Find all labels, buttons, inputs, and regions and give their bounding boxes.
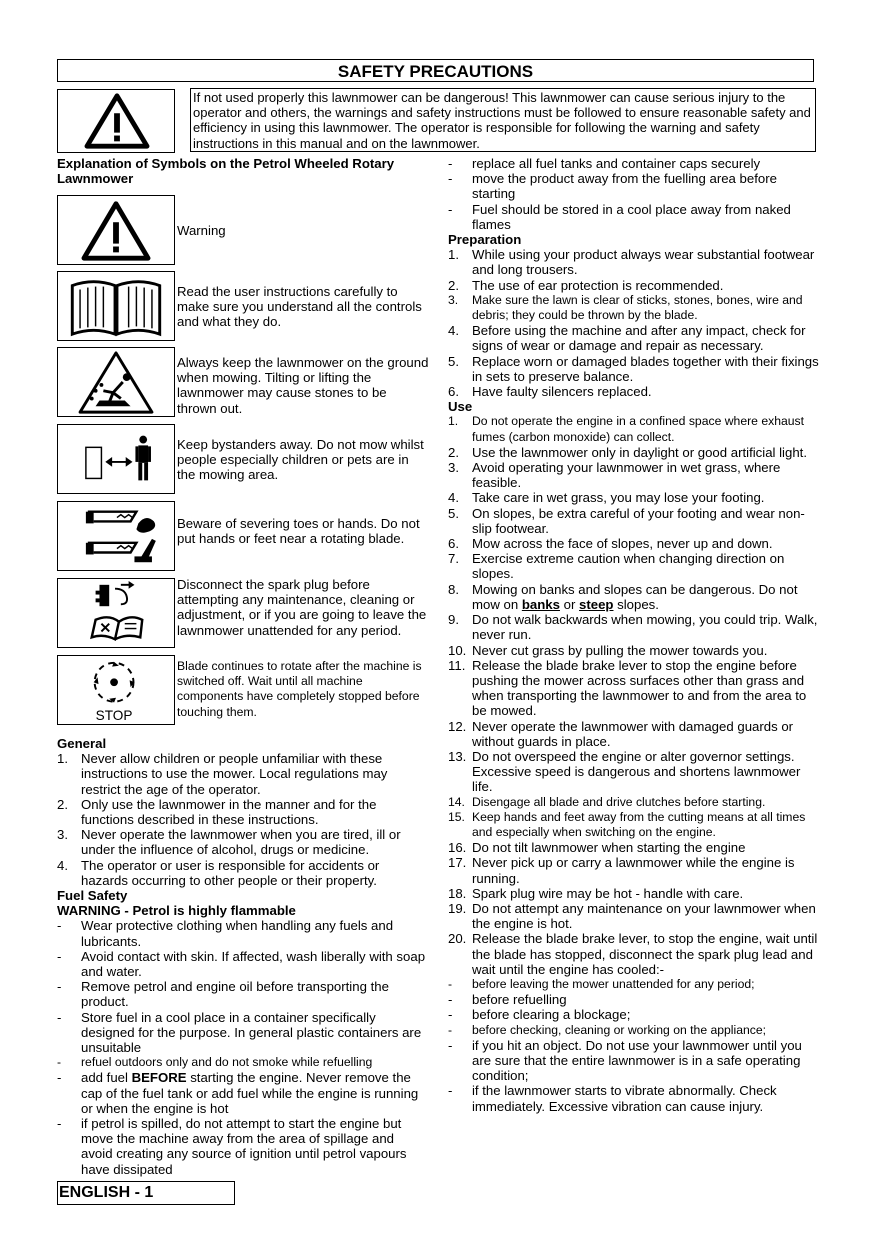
list-item: - Fuel should be stored in a cool place away from naked flames [448, 201, 791, 232]
thrown-stones-icon [57, 347, 175, 417]
list-item: 1. Never allow children or people unfamiliar with these instructions to use the mower. Local regulations may restrict the age of the operator. [57, 751, 388, 797]
list-item: 1. While using your product always wear substantial footwear and long trousers. [448, 247, 815, 278]
list-item: 6. Have faulty silencers replaced. [448, 384, 652, 400]
list-item: - Avoid contact with skin. If affected, wash liberally with soap and water. [57, 948, 426, 980]
symbol-text-read-instructions: Read the user instructions carefully to make sure you understand all the controls and what they do. [177, 284, 422, 330]
list-item: 3. Avoid operating your lawnmower in wet grass, where feasible. [448, 460, 781, 491]
right-column [448, 156, 820, 1114]
list-item: 13. Do not overspeed the engine or alter governor settings. Excessive speed is dangerous and shortens lawnmower life. [448, 748, 801, 795]
list-item: 12. Never operate the lawnmower with damaged guards or without guards in place. [448, 718, 794, 749]
symbol-text-thrown-stones: Always keep the lawnmower on the ground when mowing. Tilting or lifting the lawnmower may cause stones to be thrown out. [177, 355, 429, 416]
list-item: 2. Use the lawnmower only in daylight or good artificial light. [448, 444, 807, 460]
list-item: - Remove petrol and engine oil before transporting the product. [57, 979, 389, 1010]
warning-triangle-icon [57, 195, 175, 265]
list-item: - before checking, cleaning or working on the appliance; [448, 1022, 767, 1037]
list-item: - Wear protective clothing when handling any fuels and lubricants. [57, 918, 394, 949]
list-item: 14. Disengage all blade and drive clutches before starting. [448, 794, 766, 809]
list-item: - before refuelling [448, 992, 567, 1008]
page-title: SAFETY PRECAUTIONS [57, 59, 814, 82]
list-item: - replace all fuel tanks and container caps securely [448, 156, 761, 171]
page-footer: ENGLISH - 1 [57, 1181, 235, 1205]
list-item: - Store fuel in a cool place in a container specifically designed for the purpose. In general plastic containers are unsuitable [57, 1009, 422, 1056]
preparation-heading: Preparation [448, 232, 522, 248]
list-item: 19. Do not attempt any maintenance on your lawnmower when the engine is hot. [448, 900, 816, 932]
list-item: - if the lawnmower starts to vibrate abnormally. Check immediately. Excessive vibration can cause injury. [448, 1083, 777, 1114]
list-item: 4. Take care in wet grass, you may lose your footing. [448, 490, 765, 506]
list-item: - add fuel BEFORE starting the engine. Never remove the cap of the fuel tank or add fuel while the engine is running or when the engine is hot [57, 1070, 419, 1116]
list-item: - before clearing a blockage; [448, 1007, 631, 1023]
bystander-distance-icon [57, 424, 175, 494]
symbols-heading: Explanation of Symbols on the Petrol Wheeled Rotary Lawnmower [57, 156, 395, 187]
general-heading: General [57, 736, 107, 751]
blade-stop-icon [57, 655, 175, 725]
list-item: 9. Do not walk backwards when mowing, you could trip. Walk, never run. [448, 612, 818, 643]
list-item: 17. Never pick up or carry a lawnmower while the engine is running. [448, 855, 795, 886]
list-item: 2. Only use the lawnmower in the manner and for the functions described in these instructions. [57, 796, 377, 828]
list-item: 10. Never cut grass by pulling the mower towards you. [448, 642, 768, 658]
left-column [57, 736, 427, 1177]
list-item: 1. Do not operate the engine in a confined space where exhaust fumes (carbon monoxide) can collect. [448, 414, 805, 444]
list-item: 4. Before using the machine and after any impact, check for signs of wear or damage and repair as necessary. [448, 323, 806, 354]
list-item: 5. On slopes, be extra careful of your footing and wear non-slip footwear. [448, 505, 805, 536]
list-item: 6. Mow across the face of slopes, never up and down. [448, 536, 773, 552]
fuel-warning: WARNING - Petrol is highly flammable [57, 903, 296, 919]
severing-hands-feet-icon [57, 501, 175, 571]
list-item: 20. Release the blade brake lever, to stop the engine, wait until the blade has stopped, disconnect the spark plug lead and wait until the engine has cooled:- [448, 931, 818, 977]
symbol-text-bystanders: Keep bystanders away. Do not mow whilst people especially children or pets are in the mowing area. [177, 437, 424, 483]
symbol-text-severing: Beware of severing toes or hands. Do not put hands or feet near a rotating blade. [177, 516, 420, 547]
list-item: 3. Never operate the lawnmower when you are tired, ill or under the influence of alcohol, drugs or medicine. [57, 827, 401, 858]
intro-warning-triangle-icon [57, 89, 175, 153]
list-item: 15. Keep hands and feet away from the cutting means at all times and especially when switching on the engine. [448, 809, 806, 839]
list-item: 5. Replace worn or damaged blades together with their fixings in sets to preserve balance. [448, 353, 819, 384]
list-item: - move the product away from the fuelling area before starting [448, 171, 777, 202]
list-item: 3. Make sure the lawn is clear of sticks, stones, bones, wire and debris; they could be thrown by the blade. [448, 292, 803, 323]
list-item: 4. The operator or user is responsible for accidents or hazards occurring to other people or their property. [57, 857, 380, 888]
list-item: - if petrol is spilled, do not attempt to start the engine but move the machine away from the area of spillage and avoid creating any source of ignition until petrol vapours have dissipated [57, 1116, 407, 1177]
list-item: - refuel outdoors only and do not smoke while refuelling [57, 1055, 373, 1070]
intro-paragraph: If not used properly this lawnmower can be dangerous! This lawnmower can cause serious injury to the operator and others, the warnings and safety instructions must be followed to ensure reasonable safety and efficiency in using this lawnmower. The operator is responsible for following the warning and safety instructions in this manual and on the lawnmower. [190, 88, 816, 152]
list-item: 16. Do not tilt lawnmower when starting the engine [448, 840, 746, 856]
list-item: 8. Mowing on banks and slopes can be dangerous. Do not mow on banks or steep slopes. [448, 581, 798, 612]
list-item: 2. The use of ear protection is recommended. [448, 277, 724, 293]
list-item: - if you hit an object. Do not use your lawnmower until you are sure that the entire lawnmower is in a safe operating condition; [448, 1037, 802, 1084]
symbol-text-spark-plug: Disconnect the spark plug before attempting any maintenance, cleaning or adjustment, or if you are going to leave the lawnmower unattended for any period. [177, 577, 427, 638]
symbol-text-blade-stop: Blade continues to rotate after the machine is switched off. Wait until all machine components have completely stopped before touching them. [177, 659, 422, 719]
list-item: 7. Exercise extreme caution when changing direction on slopes. [448, 551, 785, 582]
stop-label: STOP [95, 708, 133, 724]
use-heading: Use [448, 399, 473, 415]
symbol-text-warning: Warning [177, 223, 226, 238]
spark-plug-disconnect-icon [57, 578, 175, 648]
list-item: 11. Release the blade brake lever to stop the engine before pushing the mower across surfaces other than grass and when transporting the lawnmower to and from the area to be mowed. [448, 657, 807, 719]
list-item: 18. Spark plug wire may be hot - handle with care. [448, 885, 744, 901]
fuel-safety-heading: Fuel Safety [57, 888, 128, 904]
list-item: - before leaving the mower unattended for any period; [448, 976, 755, 991]
instruction-book-icon [57, 271, 175, 341]
